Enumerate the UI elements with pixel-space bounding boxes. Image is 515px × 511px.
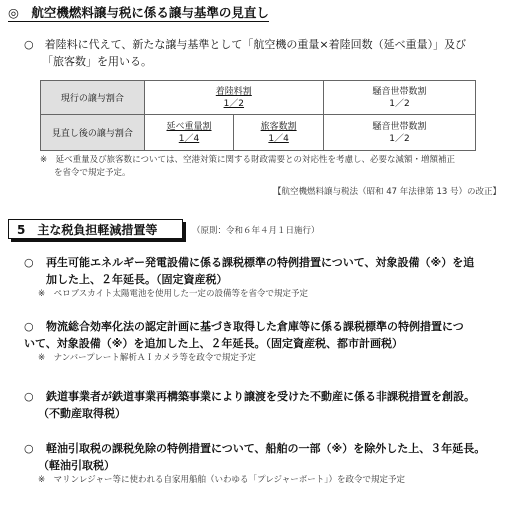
allocation-comparison-table <box>40 80 476 151</box>
item-line-1: 鉄道事業者が鉄道事業再構築事業により譲渡を受けた不動産に係る非課税措置を創設。 <box>46 390 475 403</box>
bullet-icon: ○ <box>24 390 34 403</box>
cell-landing-fee <box>144 81 323 115</box>
section-1-note <box>40 154 500 180</box>
item-line-1: 物流総合効率化法の認定計画に基づき取得した倉庫等に係る課税標準の特例措置につ <box>46 320 464 333</box>
item-line-2: 加した上、２年延長。（固定資産税） <box>46 273 228 286</box>
cell-value: 1／2 <box>223 98 245 109</box>
bullet-icon: ○ <box>24 256 34 269</box>
item-line-2: いて、対象設備（※）を追加した上、２年延長。（固定資産税、都市計画税） <box>24 337 403 350</box>
cell-value: 1／4 <box>268 133 289 144</box>
item-line-2: （不動産取得税） <box>38 407 126 420</box>
item-note: ※ マリンレジャー等に使われる自家用船舶（いわゆる「プレジャーボート」）を政令で規定予定 <box>38 475 406 485</box>
law-reference: 【航空機燃料譲与税法（昭和 47 年法律第 13 号）の改正】 <box>273 187 501 197</box>
row-head-revised: 見直し後の譲与割合 <box>41 115 145 151</box>
item-note: ※ ペロブスカイト太陽電池を使用した一定の設備等を省令で規定予定 <box>38 289 309 299</box>
cell-value: 1／4 <box>178 133 200 144</box>
note-line-2: を省令で規定予定。 <box>54 168 131 178</box>
section-1-title: ◎ 航空機燃料譲与税に係る譲与基準の見直し <box>8 5 269 20</box>
cell-label: 騒音世帯数割 <box>372 86 427 97</box>
cell-total-weight <box>144 115 234 151</box>
item-note: ※ ナンバープレート解析ＡＩカメラ等を政令で規定予定 <box>38 353 256 363</box>
cell-passenger-count <box>234 115 324 151</box>
paragraph-line-2: 「旅客数」を用いる。 <box>42 55 152 68</box>
measure-item-4 <box>24 440 510 487</box>
cell-value: 1／2 <box>389 98 410 109</box>
table-row-revised <box>41 115 476 151</box>
measure-item-1 <box>24 254 510 301</box>
table-row-current <box>41 81 476 115</box>
cell-label: 延べ重量割 <box>166 121 212 132</box>
row-head-current: 現行の譲与割合 <box>41 81 145 115</box>
measure-item-3 <box>24 388 510 422</box>
section-5-effective-date: （原則：令和６年４月１日施行） <box>192 226 320 236</box>
cell-label: 騒音世帯数割 <box>372 121 427 132</box>
cell-noise-households-current <box>323 81 475 115</box>
measure-item-2 <box>24 318 510 365</box>
cell-value: 1／2 <box>389 133 410 144</box>
item-line-1: 再生可能エネルギー発電設備に係る課税標準の特例措置について、対象設備（※）を追 <box>46 256 475 269</box>
item-line-2: （軽油引取税） <box>38 459 115 472</box>
paragraph-line-1: ○ 着陸料に代えて、新たな譲与基準として「航空機の重量×着陸回数（延べ重量）」及び <box>24 38 467 51</box>
item-line-1: 軽油引取税の課税免除の特例措置について、船舶の一部（※）を除外した上、３年延長。 <box>46 442 486 455</box>
note-line-1: ※ 延べ重量及び旅客数については、空港対策に関する財政需要との対応性を考慮し、必要な減額・増額補正 <box>40 155 455 165</box>
bullet-icon: ○ <box>24 442 34 455</box>
cell-label: 旅客数割 <box>260 121 297 132</box>
section-1-paragraph <box>24 36 504 70</box>
cell-label: 着陸料割 <box>215 86 252 97</box>
section-5-title: 5 主な税負担軽減措置等 <box>8 219 183 239</box>
cell-noise-households-revised <box>323 115 475 151</box>
bullet-icon: ○ <box>24 320 34 333</box>
